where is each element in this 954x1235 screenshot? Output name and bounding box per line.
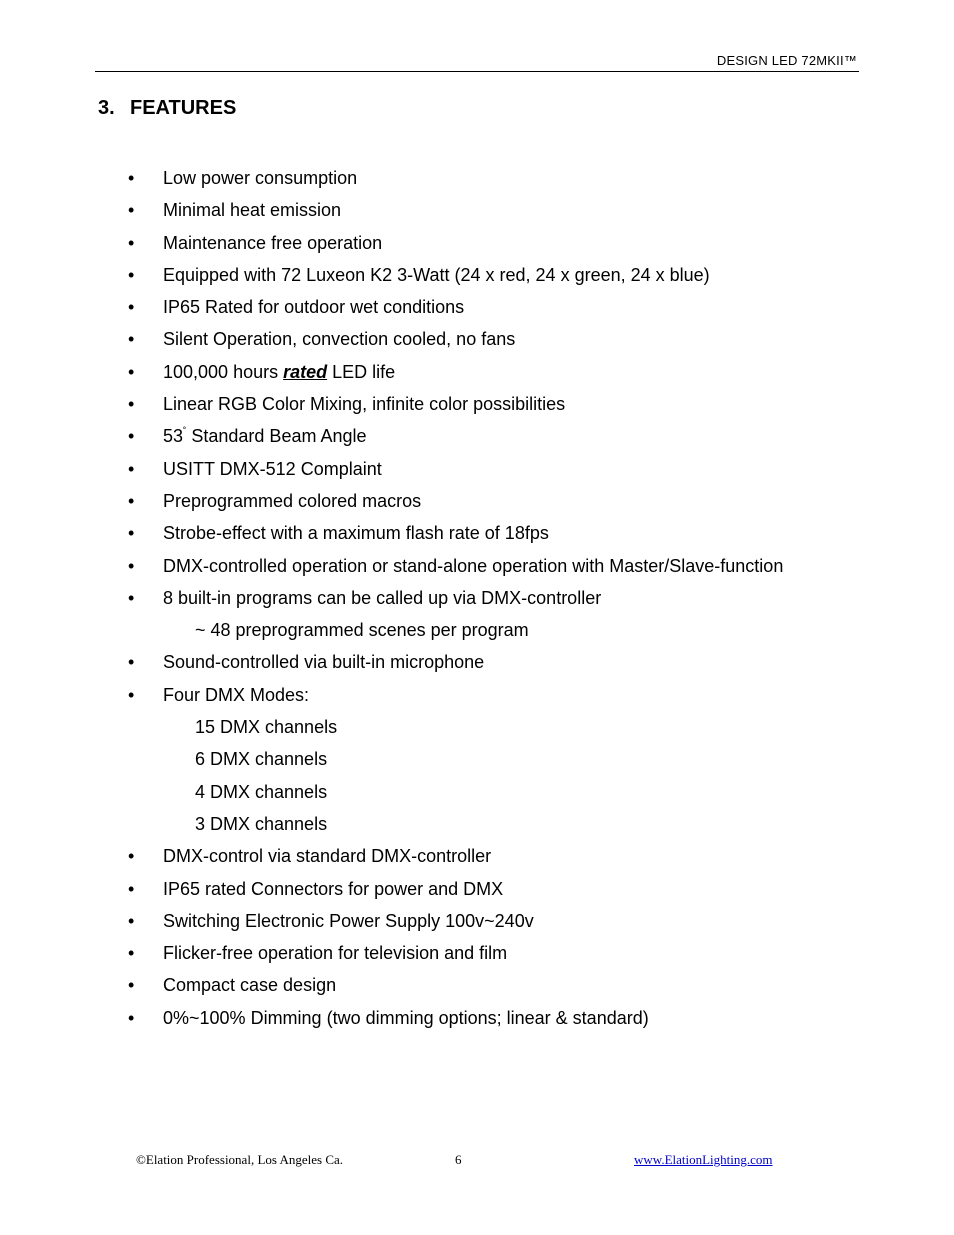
feature-subitem: [128, 616, 848, 648]
feature-text: Switching Electronic Power Supply 100v~240v: [163, 910, 534, 931]
section-title: FEATURES: [130, 97, 237, 119]
feature-item: [128, 164, 848, 196]
feature-text: DMX-controlled operation or stand-alone operation with Master/Slave-function: [163, 555, 784, 576]
feature-text: [163, 422, 367, 450]
footer-copyright: ©Elation Professional, Los Angeles Ca.: [136, 1152, 344, 1167]
feature-text: IP65 rated Connectors for power and DMX: [163, 878, 504, 899]
bullet-icon: •: [128, 297, 135, 318]
feature-item: [128, 681, 848, 713]
feature-text: Compact case design: [163, 975, 337, 996]
feature-text: Flicker-free operation for television and film: [163, 943, 508, 964]
feature-item: [128, 584, 848, 616]
feature-text: Silent Operation, convection cooled, no fans: [163, 329, 516, 350]
bullet-icon: •: [128, 394, 135, 415]
feature-text-part: 53: [163, 426, 184, 447]
feature-text-part: Standard Beam Angle: [186, 426, 367, 447]
feature-text-part: LED life: [327, 361, 396, 382]
section-number: 3.: [98, 97, 115, 119]
footer-page-number: 6: [455, 1152, 462, 1167]
bullet-icon: •: [128, 943, 135, 964]
feature-subitem: [128, 778, 848, 810]
bullet-icon: •: [128, 878, 135, 899]
feature-text: 15 DMX channels: [195, 717, 338, 738]
feature-text: Linear RGB Color Mixing, infinite color possibilities: [163, 394, 566, 415]
feature-item: [128, 229, 848, 261]
bullet-icon: •: [128, 555, 135, 576]
features-list: [128, 164, 848, 1036]
bullet-icon: •: [128, 910, 135, 931]
feature-item: [128, 907, 848, 939]
bullet-icon: •: [128, 329, 135, 350]
feature-item: [128, 939, 848, 971]
feature-item: [128, 487, 848, 519]
bullet-icon: •: [128, 975, 135, 996]
feature-item: [128, 552, 848, 584]
feature-subitem: [128, 810, 848, 842]
running-header-title: DESIGN LED 72MKII™: [716, 53, 857, 68]
bullet-icon: •: [128, 684, 135, 705]
bullet-icon: •: [128, 1007, 135, 1028]
feature-text-part: 100,000 hours: [163, 361, 284, 382]
feature-item: [128, 648, 848, 680]
feature-text: 0%~100% Dimming (two dimming options; linear & standard): [163, 1007, 649, 1028]
feature-item: [128, 455, 848, 487]
feature-text: 8 built-in programs can be called up via DMX-controller: [163, 587, 602, 608]
feature-text: 3 DMX channels: [195, 813, 328, 834]
feature-item: [128, 971, 848, 1003]
feature-item: [128, 196, 848, 228]
feature-text: 4 DMX channels: [195, 781, 328, 802]
bullet-icon: •: [128, 458, 135, 479]
feature-text: Minimal heat emission: [163, 200, 342, 221]
feature-item: [128, 519, 848, 551]
bullet-icon: •: [128, 846, 135, 867]
feature-item: [128, 293, 848, 325]
bullet-icon: •: [128, 168, 135, 188]
feature-item: [128, 1004, 848, 1036]
feature-text: USITT DMX-512 Complaint: [163, 458, 382, 479]
bullet-icon: •: [128, 361, 135, 382]
feature-text: Equipped with 72 Luxeon K2 3-Watt (24 x red, 24 x green, 24 x blue): [163, 264, 710, 285]
emphasized-word: rated: [283, 361, 328, 382]
feature-text: [163, 358, 395, 386]
feature-item: [128, 422, 848, 454]
bullet-icon: •: [128, 587, 135, 608]
feature-text: Preprogrammed colored macros: [163, 490, 422, 511]
bullet-icon: •: [128, 200, 135, 221]
bullet-icon: •: [128, 264, 135, 285]
footer-website-link[interactable]: www.ElationLighting.com: [634, 1152, 773, 1167]
feature-text: Sound-controlled via built-in microphone: [163, 652, 485, 673]
section-heading: [98, 97, 236, 120]
feature-item: [128, 842, 848, 874]
feature-text: Four DMX Modes:: [163, 684, 310, 705]
degree-symbol: ˚: [183, 427, 187, 439]
feature-subitem: [128, 745, 848, 777]
bullet-icon: •: [128, 232, 135, 253]
feature-item: [128, 261, 848, 293]
feature-text: Low power consumption: [163, 168, 358, 188]
bullet-icon: •: [128, 652, 135, 673]
feature-item: [128, 875, 848, 907]
header-divider: [95, 71, 859, 72]
bullet-icon: •: [128, 426, 135, 447]
feature-text: Strobe-effect with a maximum flash rate of 18fps: [163, 523, 549, 544]
feature-item: [128, 390, 848, 422]
feature-text: 6 DMX channels: [195, 749, 328, 770]
feature-text: DMX-control via standard DMX-controller: [163, 846, 492, 867]
feature-subitem: [128, 713, 848, 745]
feature-item: [128, 325, 848, 357]
feature-text: ~ 48 preprogrammed scenes per program: [195, 620, 529, 641]
bullet-icon: •: [128, 523, 135, 544]
feature-text: IP65 Rated for outdoor wet conditions: [163, 297, 465, 318]
feature-item: [128, 358, 848, 390]
bullet-icon: •: [128, 490, 135, 511]
feature-text: Maintenance free operation: [163, 232, 383, 253]
